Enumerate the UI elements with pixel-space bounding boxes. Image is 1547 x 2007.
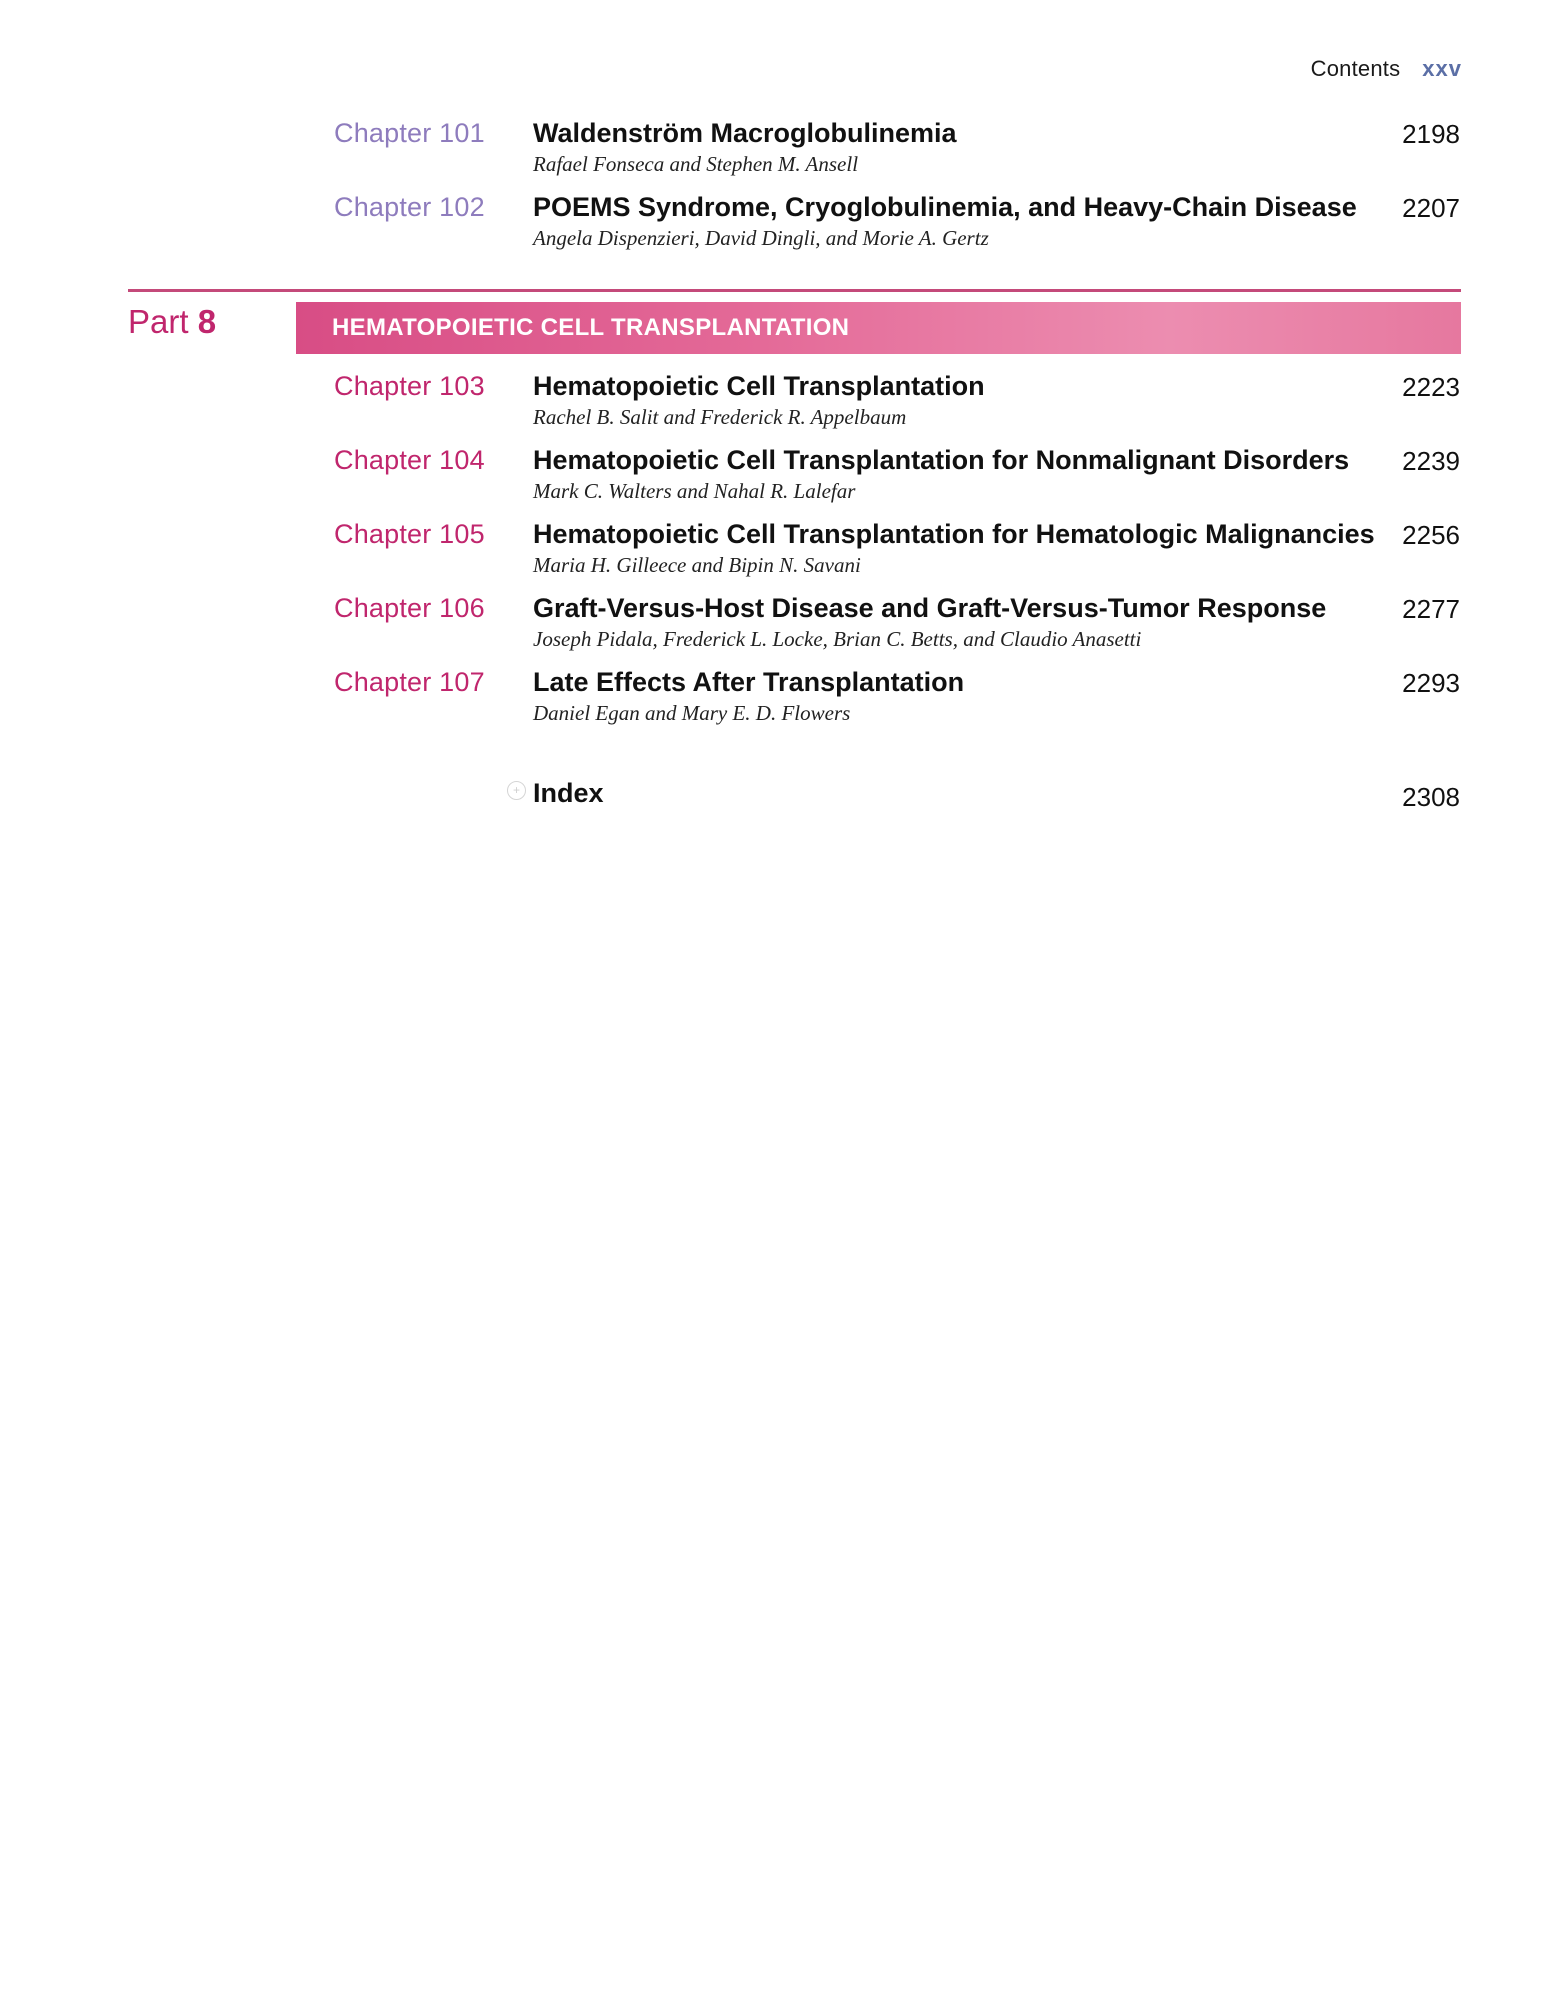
chapter-authors: Maria H. Gilleece and Bipin N. Savani [533, 553, 861, 577]
chapter-title[interactable]: Graft-Versus-Host Disease and Graft-Versus-Tumor Response [533, 593, 1327, 623]
part-title: HEMATOPOIETIC CELL TRANSPLANTATION [332, 314, 850, 341]
chapter-page-number[interactable]: 2256 [1402, 520, 1460, 550]
chapter-label: Chapter 106 [334, 593, 485, 623]
chapter-page-number[interactable]: 2293 [1402, 668, 1460, 698]
part-title-banner[interactable] [296, 302, 1461, 354]
chapter-page-number[interactable]: 2277 [1402, 594, 1460, 624]
index-bullet-icon: + [507, 781, 526, 800]
running-head-section: Contents [1310, 56, 1401, 81]
chapter-authors: Joseph Pidala, Frederick L. Locke, Brian C. Betts, and Claudio Anasetti [533, 627, 1142, 651]
chapter-authors: Rachel B. Salit and Frederick R. Appelbaum [533, 405, 907, 429]
chapter-authors: Angela Dispenzieri, David Dingli, and Morie A. Gertz [533, 226, 989, 250]
chapter-title[interactable]: POEMS Syndrome, Cryoglobulinemia, and Heavy-Chain Disease [533, 192, 1357, 222]
toc-entry-chapter-103[interactable] [0, 371, 1547, 431]
chapter-page-number[interactable]: 2198 [1402, 119, 1460, 149]
chapter-title[interactable]: Hematopoietic Cell Transplantation for Hematologic Malignancies [533, 519, 1375, 549]
toc-entry-chapter-102[interactable] [0, 192, 1547, 252]
toc-entry-chapter-101[interactable] [0, 118, 1547, 178]
chapter-label: Chapter 104 [334, 445, 485, 475]
running-head [1311, 56, 1462, 82]
part-prefix: Part [128, 303, 189, 340]
chapter-authors: Rafael Fonseca and Stephen M. Ansell [533, 152, 859, 176]
index-title[interactable]: Index [533, 778, 604, 808]
chapter-title[interactable]: Hematopoietic Cell Transplantation [533, 371, 985, 401]
toc-entry-chapter-105[interactable] [0, 519, 1547, 579]
index-page-number[interactable]: 2308 [1402, 782, 1460, 812]
running-head-page-number: xxv [1422, 56, 1462, 81]
part-divider-rule [128, 289, 1461, 292]
chapter-title[interactable]: Waldenström Macroglobulinemia [533, 118, 957, 148]
part-number: 8 [197, 303, 217, 340]
part-label [128, 303, 216, 341]
toc-entry-chapter-106[interactable] [0, 593, 1547, 653]
chapter-page-number[interactable]: 2223 [1402, 372, 1460, 402]
chapter-title[interactable]: Hematopoietic Cell Transplantation for Nonmalignant Disorders [533, 445, 1350, 475]
chapter-title[interactable]: Late Effects After Transplantation [533, 667, 965, 697]
chapter-page-number[interactable]: 2239 [1402, 446, 1460, 476]
toc-entry-chapter-104[interactable] [0, 445, 1547, 505]
chapter-authors: Daniel Egan and Mary E. D. Flowers [533, 701, 851, 725]
toc-entry-chapter-107[interactable] [0, 667, 1547, 727]
chapter-label: Chapter 103 [334, 371, 485, 401]
chapter-label: Chapter 101 [334, 118, 485, 148]
chapter-label: Chapter 105 [334, 519, 485, 549]
chapter-page-number[interactable]: 2207 [1402, 193, 1460, 223]
chapter-authors: Mark C. Walters and Nahal R. Lalefar [533, 479, 856, 503]
chapter-label: Chapter 102 [334, 192, 485, 222]
chapter-label: Chapter 107 [334, 667, 485, 697]
